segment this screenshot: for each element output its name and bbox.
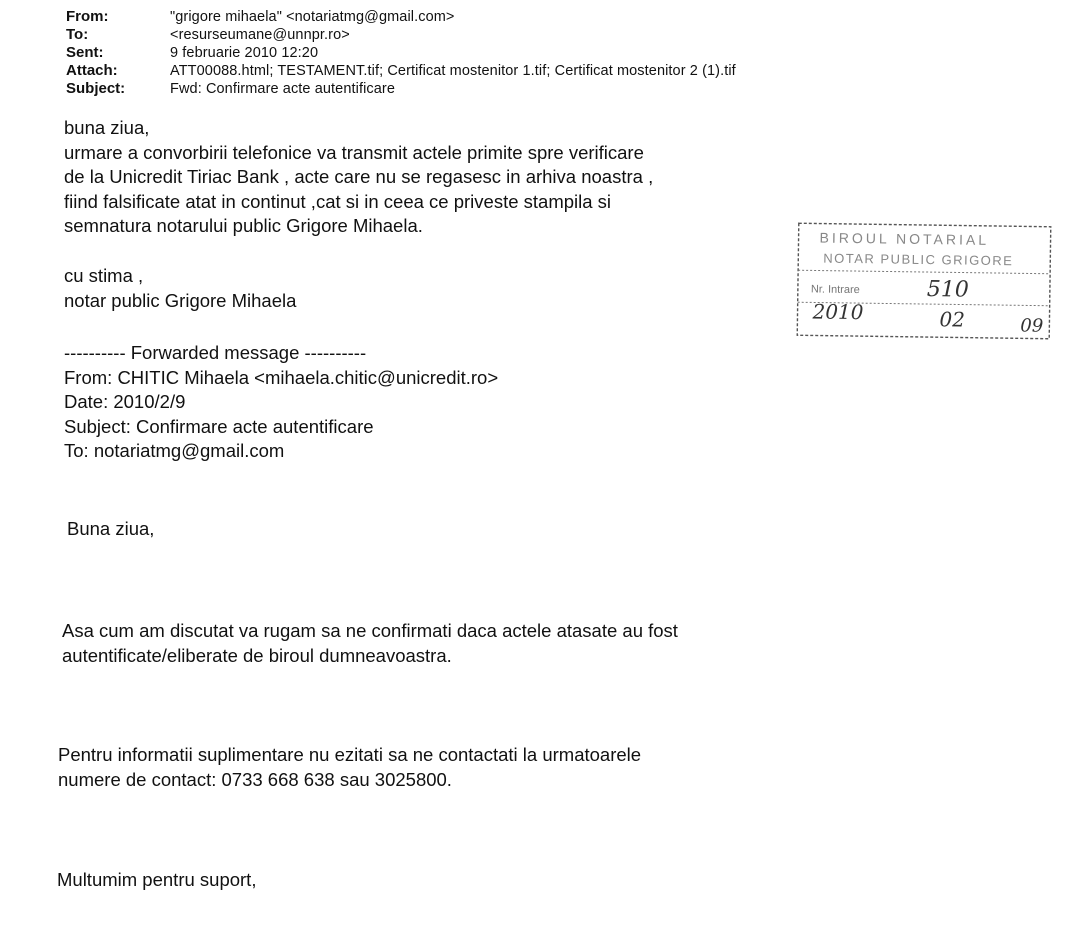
subject-label: Subject:	[66, 80, 126, 97]
forwarded-paragraph-request	[62, 619, 678, 668]
header-row-to	[66, 26, 1026, 44]
forwarded-subject: Subject: Confirmare acte autentificare	[64, 415, 374, 437]
sent-value: 9 februarie 2010 12:20	[170, 45, 319, 61]
forwarded-date: Date: 2010/2/9	[64, 391, 186, 412]
intro-greeting: buna ziua,	[64, 117, 150, 138]
intro-line: de la Unicredit Tiriac Bank , acte care nu se regasesc in arhiva noastra ,	[64, 166, 654, 187]
stamp-line1: BIROUL NOTARIAL	[819, 229, 990, 248]
stamp-number: 510	[926, 277, 970, 303]
header-row-from	[66, 8, 1026, 26]
signature-closing: cu stima ,	[64, 265, 144, 286]
forwarded-to: To: notariatmg@gmail.com	[64, 440, 285, 461]
from-value: "grigore mihaela" <notariatmg@gmail.com>	[170, 9, 455, 25]
stamp-line2: NOTAR PUBLIC GRIGORE	[823, 250, 1014, 269]
header-row-sent	[66, 44, 1026, 62]
intro-message	[64, 116, 653, 239]
stamp-year: 2010	[812, 299, 864, 325]
to-value: <resurseumane@unnpr.ro>	[170, 27, 350, 43]
email-header	[66, 8, 1026, 98]
paragraph-line: Pentru informatii suplimentare nu ezitati sa ne contactati la urmatoarele	[58, 744, 642, 765]
intro-line: urmare a convorbirii telefonice va transmit actele primite spre verificare	[64, 141, 644, 163]
forwarded-paragraph-contact	[58, 743, 641, 792]
attach-value: ATT00088.html; TESTAMENT.tif; Certificat mostenitor 1.tif; Certificat mostenitor 2 (1).tif	[170, 63, 736, 79]
forwarded-thanks: Multumim pentru suport,	[57, 869, 257, 890]
attach-label: Attach:	[66, 62, 118, 79]
intro-line: fiind falsificate atat in continut ,cat si in ceea ce priveste stampila si	[64, 190, 612, 212]
to-label: To:	[66, 26, 89, 43]
paragraph-line: autentificate/eliberate de biroul dumneavoastra.	[62, 644, 452, 666]
header-row-attach	[66, 62, 1026, 80]
forwarded-separator: ---------- Forwarded message ----------	[64, 342, 367, 363]
subject-value: Fwd: Confirmare acte autentificare	[170, 81, 396, 97]
stamp-number-label: Nr. Intrare	[810, 283, 860, 297]
forwarded-from: From: CHITIC Mihaela <mihaela.chitic@unicredit.ro>	[64, 366, 499, 388]
from-label: From:	[66, 8, 109, 25]
paragraph-line: numere de contact: 0733 668 638 sau 3025800.	[58, 768, 452, 790]
signature-block	[64, 264, 296, 313]
registration-stamp	[794, 220, 1054, 342]
sent-label: Sent:	[66, 44, 104, 61]
paragraph-line: Asa cum am discutat va rugam sa ne confirmati daca actele atasate au fost	[62, 620, 678, 641]
forwarded-greeting: Buna ziua,	[67, 518, 155, 539]
signature-name: notar public Grigore Mihaela	[64, 289, 297, 311]
forwarded-header	[64, 341, 498, 464]
intro-line: semnatura notarului public Grigore Mihaela.	[64, 215, 423, 236]
header-row-subject	[66, 80, 1026, 98]
stamp-day: 09	[1020, 315, 1044, 337]
stamp-month: 02	[939, 307, 966, 332]
